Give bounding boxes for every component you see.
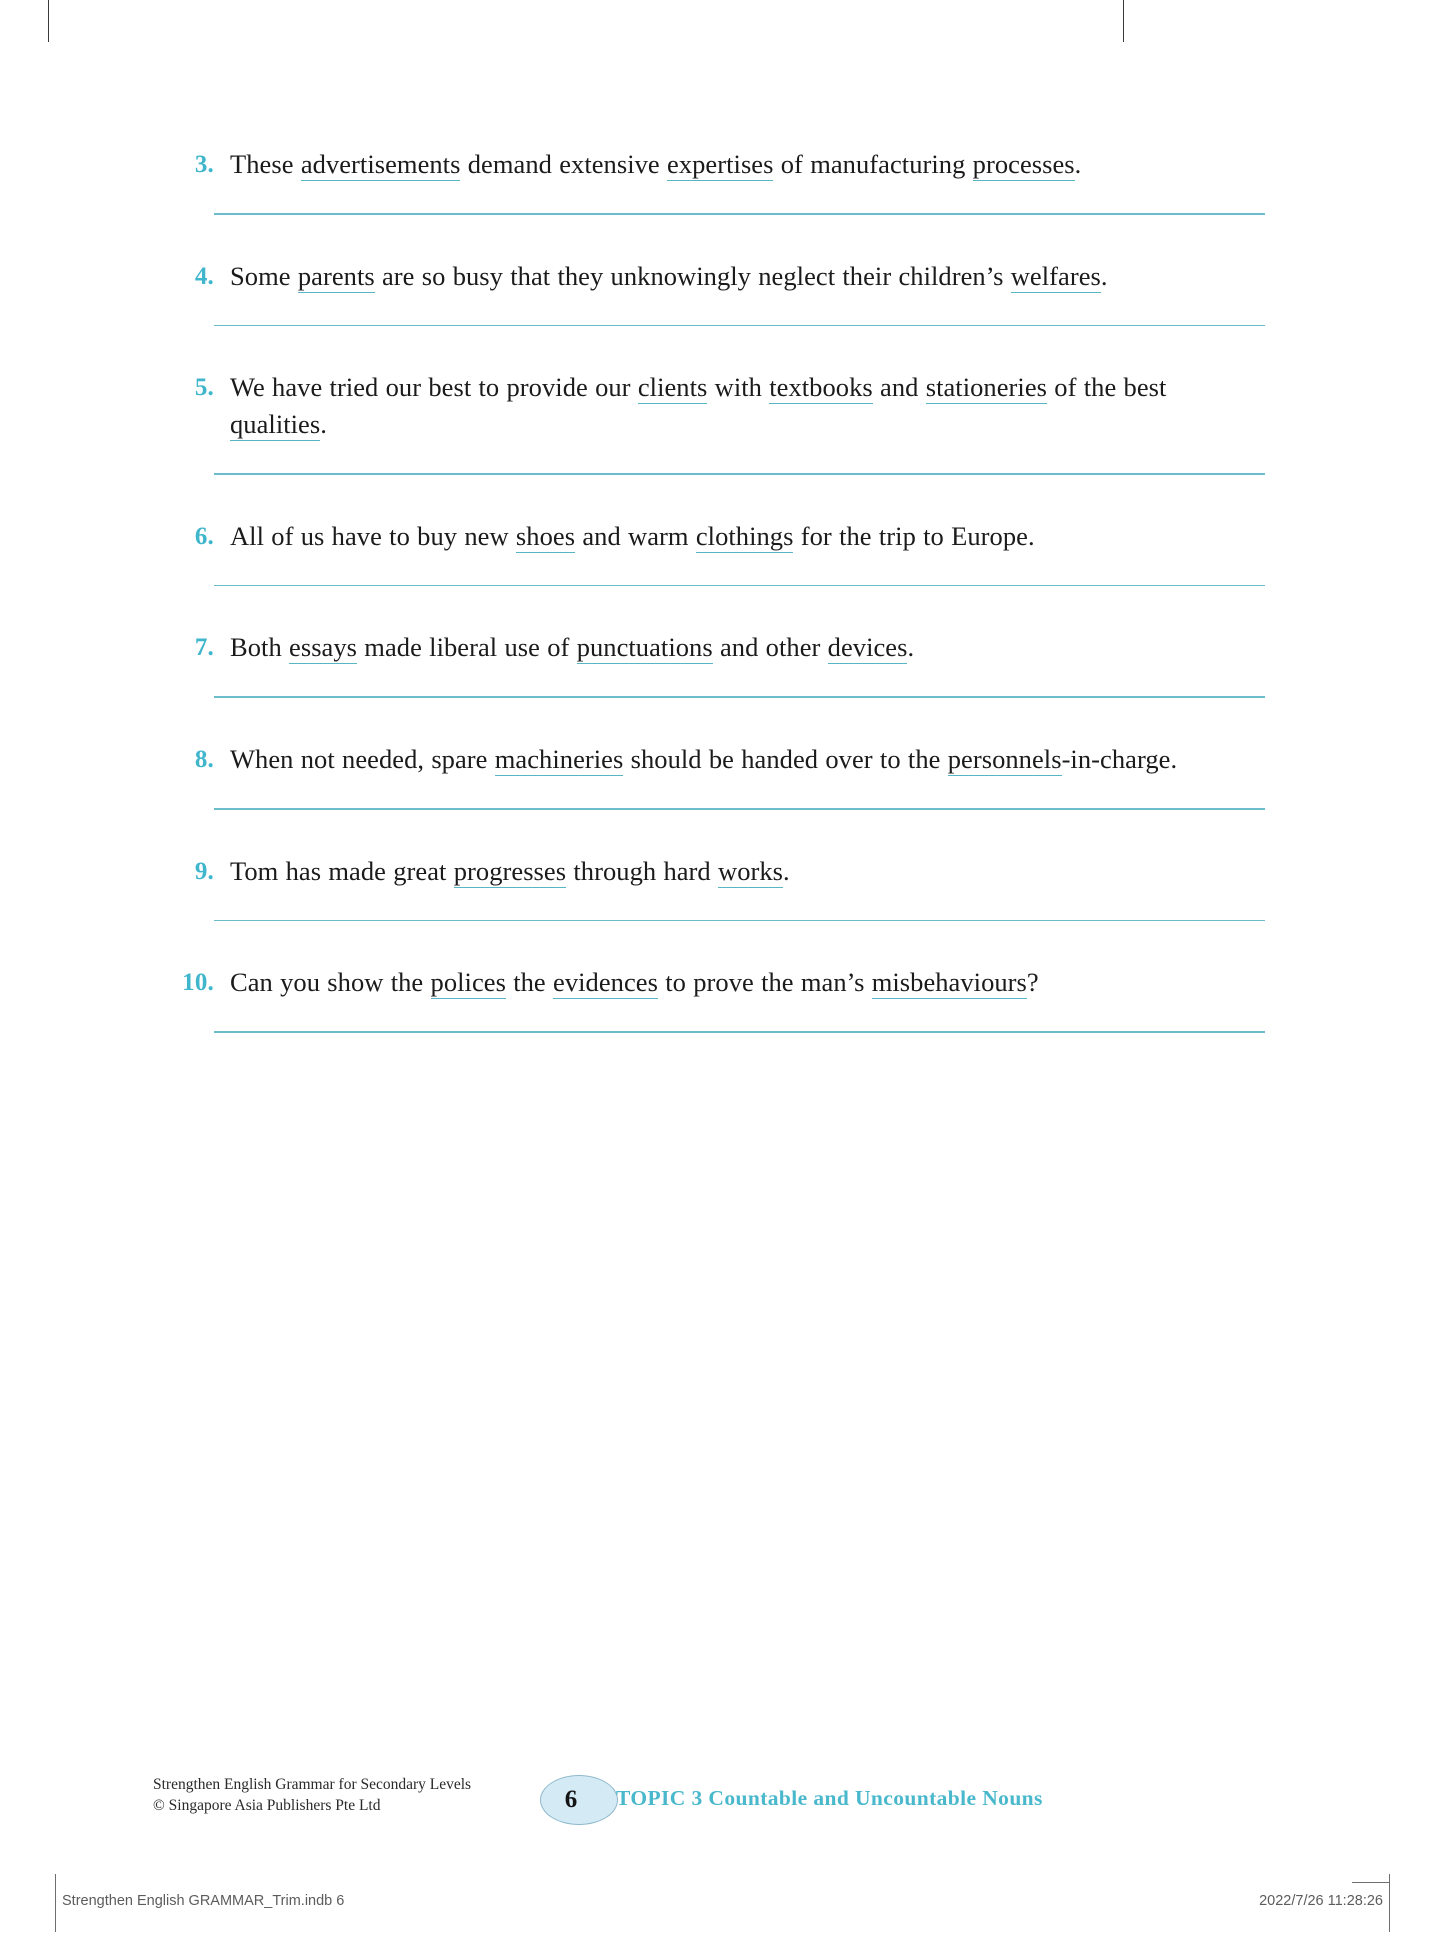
spacer bbox=[0, 215, 1445, 258]
question-text-run: Can you show the bbox=[230, 967, 431, 998]
question-item bbox=[0, 518, 1445, 555]
question-text bbox=[214, 258, 1265, 295]
footer-page-number: 6 bbox=[564, 1786, 578, 1813]
question-text-run: the bbox=[505, 967, 554, 998]
crop-mark-top-right bbox=[1123, 0, 1124, 42]
answer-write-line[interactable] bbox=[214, 213, 1265, 215]
question-text-run: for the trip to Europe. bbox=[793, 520, 1035, 551]
answer-write-line[interactable] bbox=[214, 696, 1265, 698]
footer-copyright: © Singapore Asia Publishers Pte Ltd bbox=[153, 1797, 381, 1814]
footer-badge bbox=[540, 1775, 1043, 1831]
crop-mark-top-left bbox=[48, 0, 49, 42]
spacer bbox=[0, 810, 1445, 853]
underlined-noun: parents bbox=[297, 260, 375, 291]
question-number: 3. bbox=[194, 151, 214, 178]
answer-write-line[interactable] bbox=[214, 473, 1265, 475]
question-item bbox=[0, 853, 1445, 890]
spacer bbox=[0, 921, 1445, 964]
question-text-run: to prove the man’s bbox=[657, 967, 872, 998]
underlined-noun: expertises bbox=[667, 149, 774, 179]
question-text bbox=[214, 146, 1265, 183]
question-text-run: and warm bbox=[575, 520, 696, 551]
question-text-run: Both bbox=[230, 632, 290, 663]
question-item bbox=[0, 964, 1445, 1001]
question-item bbox=[0, 629, 1445, 666]
spacer bbox=[0, 666, 1445, 696]
question-item bbox=[0, 258, 1445, 295]
question-item bbox=[0, 369, 1445, 443]
underlined-noun: misbehaviours bbox=[871, 967, 1027, 998]
question-text-run: made liberal use of bbox=[357, 632, 577, 663]
question-text-run: ? bbox=[1026, 967, 1039, 998]
underlined-noun: qualities bbox=[230, 409, 321, 440]
question-number: 8. bbox=[194, 745, 214, 773]
underlined-noun: clothings bbox=[695, 520, 794, 551]
spacer bbox=[0, 295, 1445, 325]
question-text-run: When not needed, spare bbox=[230, 743, 495, 774]
answer-write-line[interactable] bbox=[214, 325, 1265, 327]
question-text-run: demand extensive bbox=[460, 149, 668, 179]
question-text-run: . bbox=[1100, 260, 1108, 291]
question-text-run: and bbox=[872, 372, 926, 403]
underlined-noun: machineries bbox=[494, 743, 624, 774]
question-number: 5. bbox=[194, 374, 214, 402]
spacer bbox=[0, 555, 1445, 585]
exercise-question-list bbox=[0, 146, 1445, 1076]
question-text-run: with bbox=[707, 372, 770, 403]
question-text-run: of the best bbox=[1047, 372, 1167, 403]
question-text bbox=[214, 853, 1265, 890]
question-text-run: . bbox=[783, 855, 790, 886]
underlined-noun: shoes bbox=[515, 520, 576, 551]
question-number: 10. bbox=[182, 969, 214, 997]
question-text bbox=[214, 629, 1265, 666]
underlined-noun: devices bbox=[827, 632, 908, 663]
question-text bbox=[214, 964, 1265, 1001]
underlined-noun: stationeries bbox=[925, 372, 1048, 403]
underlined-noun: progresses bbox=[453, 855, 567, 886]
spacer bbox=[0, 183, 1445, 213]
answer-write-line[interactable] bbox=[214, 1031, 1265, 1033]
slug-filename: Strengthen English GRAMMAR_Trim.indb 6 bbox=[62, 1893, 345, 1909]
spacer bbox=[0, 475, 1445, 518]
question-text bbox=[214, 518, 1265, 555]
answer-write-line[interactable] bbox=[214, 585, 1265, 587]
question-text-run: . bbox=[320, 409, 327, 440]
question-text-run: We have tried our best to provide our bbox=[230, 372, 638, 403]
underlined-noun: personnels bbox=[947, 743, 1062, 774]
spacer bbox=[0, 1033, 1445, 1076]
question-text-run: should be handed over to the bbox=[623, 743, 948, 774]
question-text-run: These bbox=[230, 149, 301, 179]
question-number: 7. bbox=[194, 634, 214, 662]
underlined-noun: evidences bbox=[553, 967, 658, 998]
question-number: 6. bbox=[194, 522, 214, 550]
question-text-run: . bbox=[907, 632, 915, 663]
answer-write-line[interactable] bbox=[214, 920, 1265, 922]
question-item bbox=[0, 741, 1445, 778]
question-text bbox=[214, 369, 1265, 443]
question-text-run: of manufacturing bbox=[773, 149, 973, 179]
underlined-noun: essays bbox=[289, 632, 358, 663]
slug-timestamp: 2022/7/26 11:28:26 bbox=[1259, 1893, 1383, 1909]
question-number: 4. bbox=[194, 262, 214, 290]
underlined-noun: clients bbox=[637, 372, 708, 403]
footer-topic-label: TOPIC 3 Countable and Uncountable Nouns bbox=[616, 1786, 1043, 1810]
spacer bbox=[0, 443, 1445, 473]
spacer bbox=[0, 586, 1445, 629]
spacer bbox=[0, 1001, 1445, 1031]
question-text-run: Some bbox=[230, 260, 298, 291]
spacer bbox=[0, 698, 1445, 741]
question-item bbox=[0, 146, 1445, 183]
footer-credit-block bbox=[153, 1774, 471, 1816]
print-frame-rule bbox=[1352, 1882, 1390, 1883]
spacer bbox=[0, 890, 1445, 920]
question-number: 9. bbox=[194, 857, 214, 885]
underlined-noun: works bbox=[718, 855, 784, 886]
question-text-run: through hard bbox=[566, 855, 719, 886]
question-text-run: are so busy that they unknowingly neglect their children’s bbox=[374, 260, 1011, 291]
question-text-run: and other bbox=[712, 632, 828, 663]
spacer bbox=[0, 778, 1445, 808]
underlined-noun: textbooks bbox=[769, 372, 873, 403]
underlined-noun: polices bbox=[430, 967, 506, 998]
print-slug-bar bbox=[0, 1893, 1445, 1919]
underlined-noun: punctuations bbox=[576, 632, 713, 663]
question-text-run: . bbox=[1074, 149, 1082, 179]
question-text-run: All of us have to buy new bbox=[230, 520, 516, 551]
underlined-noun: processes bbox=[972, 149, 1075, 179]
underlined-noun: welfares bbox=[1010, 260, 1101, 291]
question-text bbox=[214, 741, 1265, 778]
footer-book-title: Strengthen English Grammar for Secondary Levels bbox=[153, 1776, 472, 1793]
page-footer bbox=[0, 1774, 1445, 1844]
answer-write-line[interactable] bbox=[214, 808, 1265, 810]
spacer bbox=[0, 326, 1445, 369]
question-text-run: Tom has made great bbox=[230, 855, 454, 886]
question-text-run: -in-charge. bbox=[1061, 743, 1178, 774]
underlined-noun: advertisements bbox=[300, 149, 461, 179]
